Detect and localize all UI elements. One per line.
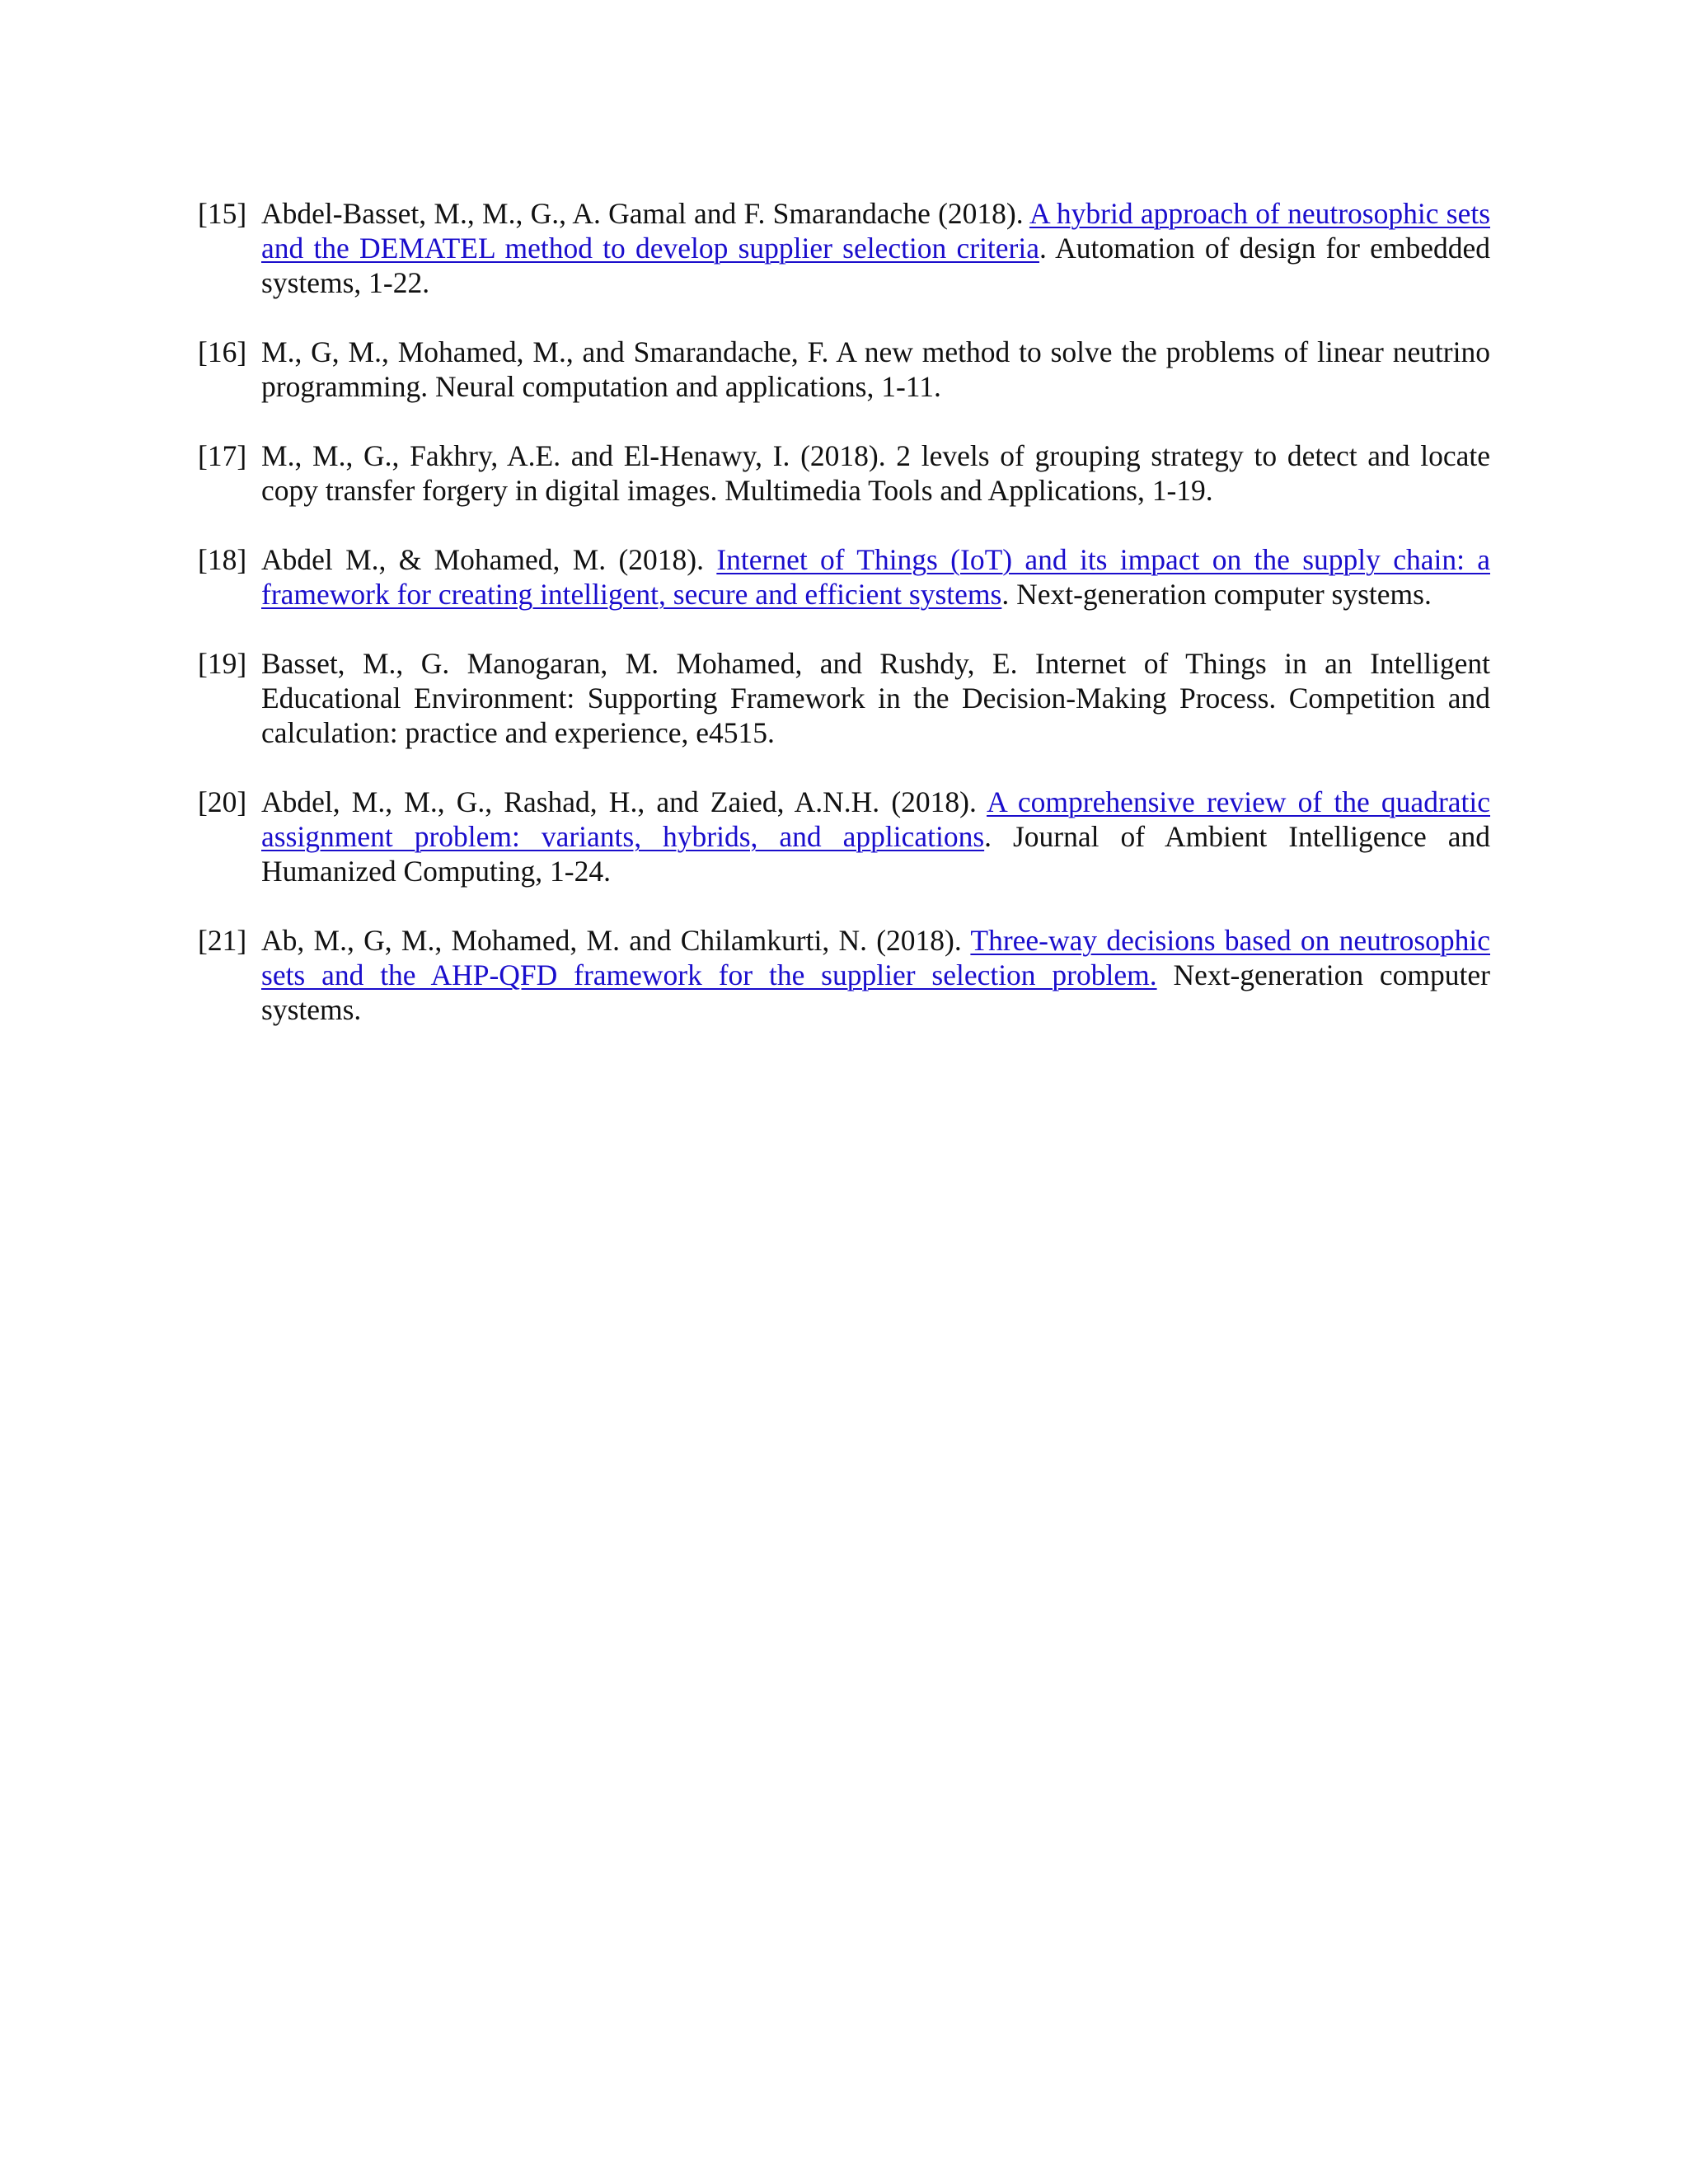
reference-item-21: [198, 923, 1490, 1027]
reference-number: [17]: [198, 439, 247, 472]
reference-link[interactable]: A comprehensive review of the quadratic assignment problem: variants, hybrids, and applications: [261, 785, 1491, 853]
reference-link[interactable]: Three-way decisions based on neutrosophic sets and the AHP-QFD framework for the supplier selection problem.: [261, 924, 1490, 991]
reference-text: [261, 335, 1490, 404]
reference-text: [261, 542, 1490, 612]
reference-item-18: [198, 542, 1490, 612]
reference-authors-title: Abdel-Basset, M., M., G., A. Gamal and F. Smarandache (2018).: [261, 197, 1029, 230]
reference-item-15: [198, 196, 1490, 300]
reference-source: . Journal of Ambient Intelligence and Humanized Computing, 1-24.: [261, 820, 1490, 888]
reference-text: [261, 646, 1490, 750]
reference-text: [261, 923, 1490, 1027]
reference-source: Next-generation computer systems.: [261, 958, 1490, 1026]
reference-link[interactable]: A hybrid approach of neutrosophic sets and the DEMATEL method to develop supplier selection criteria: [261, 197, 1491, 265]
reference-source: . Next-generation computer systems.: [1001, 578, 1432, 611]
reference-citation: M., G, M., Mohamed, M., and Smarandache, F. A new method to solve the problems of linear neutrino programming. Neural computation and applications, 1-11.: [261, 335, 1490, 403]
reference-number: [19]: [198, 647, 247, 680]
reference-source: . Automation of design for embedded systems, 1-22.: [261, 232, 1490, 299]
reference-item-17: [198, 438, 1490, 508]
reference-number: [15]: [198, 197, 247, 230]
reference-number: [18]: [198, 543, 247, 576]
reference-link[interactable]: Internet of Things (IoT) and its impact on the supply chain: a framework for creating intelligent, secure and efficient systems: [261, 543, 1490, 611]
reference-authors-title: Abdel, M., M., G., Rashad, H., and Zaied, A.N.H. (2018).: [261, 785, 987, 818]
reference-text: [261, 438, 1490, 508]
reference-authors-title: Ab, M., G, M., Mohamed, M. and Chilamkurti, N. (2018).: [261, 924, 971, 957]
reference-item-20: [198, 785, 1490, 888]
reference-item-16: [198, 335, 1490, 404]
reference-text: [261, 196, 1490, 300]
reference-number: [16]: [198, 335, 247, 368]
reference-list: [198, 196, 1490, 1062]
reference-number: [21]: [198, 924, 247, 957]
reference-authors-title: Abdel M., & Mohamed, M. (2018).: [261, 543, 717, 576]
reference-text: [261, 785, 1490, 888]
reference-citation: Basset, M., G. Manogaran, M. Mohamed, and Rushdy, E. Internet of Things in an Intelligent Educational Environment: Supporting Framework in the Decision-Making Process. Competition and calculation: practice and experience, e4515.: [261, 647, 1490, 749]
reference-citation: M., M., G., Fakhry, A.E. and El-Henawy, I. (2018). 2 levels of grouping strategy to detect and locate copy transfer forgery in digital images. Multimedia Tools and Applications, 1-19.: [261, 439, 1490, 507]
reference-number: [20]: [198, 785, 247, 818]
reference-item-19: [198, 646, 1490, 750]
